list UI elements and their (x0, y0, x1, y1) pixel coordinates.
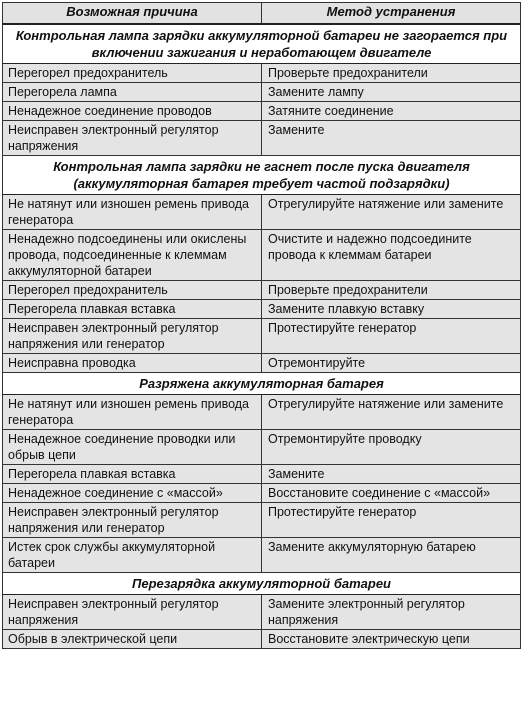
remedy-cell: Отремонтируйте (262, 354, 521, 373)
table-row (3, 484, 521, 503)
section-header-row (3, 156, 521, 195)
remedy-cell: Отрегулируйте натяжение или замените (262, 195, 521, 230)
remedy-cell: Протестируйте генератор (262, 319, 521, 354)
remedy-cell: Проверьте предохранители (262, 64, 521, 83)
remedy-cell: Восстановите соединение с «массой» (262, 484, 521, 503)
table-row (3, 538, 521, 573)
cause-cell: Неисправна проводка (3, 354, 262, 373)
cause-cell: Ненадежное соединение с «массой» (3, 484, 262, 503)
remedy-cell: Замените аккумуляторную батарею (262, 538, 521, 573)
remedy-cell: Затяните соединение (262, 102, 521, 121)
remedy-cell: Отремонтируйте проводку (262, 430, 521, 465)
cause-cell: Перегорела плавкая вставка (3, 465, 262, 484)
cause-cell: Неисправен электронный регулятор напряжения или генератор (3, 319, 262, 354)
remedy-cell: Очистите и надежно подсоедините провода к клеммам батареи (262, 230, 521, 281)
table-row (3, 595, 521, 630)
cause-cell: Неисправен электронный регулятор напряжения или генератор (3, 503, 262, 538)
cause-cell: Неисправен электронный регулятор напряжения (3, 121, 262, 156)
cause-cell: Перегорела плавкая вставка (3, 300, 262, 319)
header-remedy: Метод устранения (262, 3, 521, 25)
cause-cell: Перегорела лампа (3, 83, 262, 102)
remedy-cell: Проверьте предохранители (262, 281, 521, 300)
cause-cell: Неисправен электронный регулятор напряжения (3, 595, 262, 630)
table-row (3, 195, 521, 230)
section-title: Перезарядка аккумуляторной батареи (3, 573, 521, 595)
section-header-row (3, 573, 521, 595)
table-header (3, 3, 521, 25)
table-row (3, 281, 521, 300)
cause-cell: Обрыв в электрической цепи (3, 630, 262, 649)
cause-cell: Ненадежное соединение проводки или обрыв цепи (3, 430, 262, 465)
section-title: Разряжена аккумуляторная батарея (3, 373, 521, 395)
cause-cell: Не натянут или изношен ремень привода генератора (3, 395, 262, 430)
table-row (3, 503, 521, 538)
cause-cell: Ненадежно подсоединены или окислены провода, подсоединенные к клеммам аккумуляторной батареи (3, 230, 262, 281)
remedy-cell: Отрегулируйте натяжение или замените (262, 395, 521, 430)
table-row (3, 230, 521, 281)
remedy-cell: Замените (262, 465, 521, 484)
section-title: Контрольная лампа зарядки не гаснет после пуска двигателя (аккумуляторная батарея требует частой подзарядки) (3, 156, 521, 195)
table-row (3, 430, 521, 465)
cause-cell: Перегорел предохранитель (3, 281, 262, 300)
diagnostic-table (2, 2, 521, 649)
header-row (3, 3, 521, 25)
remedy-cell: Замените электронный регулятор напряжения (262, 595, 521, 630)
table-row (3, 300, 521, 319)
cause-cell: Истек срок службы аккумуляторной батареи (3, 538, 262, 573)
section-header-row (3, 24, 521, 64)
table-row (3, 83, 521, 102)
remedy-cell: Замените плавкую вставку (262, 300, 521, 319)
table-row (3, 319, 521, 354)
section-header-row (3, 373, 521, 395)
remedy-cell: Замените лампу (262, 83, 521, 102)
cause-cell: Не натянут или изношен ремень привода генератора (3, 195, 262, 230)
remedy-cell: Протестируйте генератор (262, 503, 521, 538)
table-row (3, 121, 521, 156)
table-row (3, 465, 521, 484)
section-title: Контрольная лампа зарядки аккумуляторной батареи не загорается при включении зажигания и неработающем двигателе (3, 24, 521, 64)
header-cause: Возможная причина (3, 3, 262, 25)
table-row (3, 630, 521, 649)
table-row (3, 395, 521, 430)
remedy-cell: Восстановите электрическую цепи (262, 630, 521, 649)
cause-cell: Ненадежное соединение проводов (3, 102, 262, 121)
table-row (3, 64, 521, 83)
table-body (3, 24, 521, 649)
table-row (3, 102, 521, 121)
cause-cell: Перегорел предохранитель (3, 64, 262, 83)
table-row (3, 354, 521, 373)
remedy-cell: Замените (262, 121, 521, 156)
